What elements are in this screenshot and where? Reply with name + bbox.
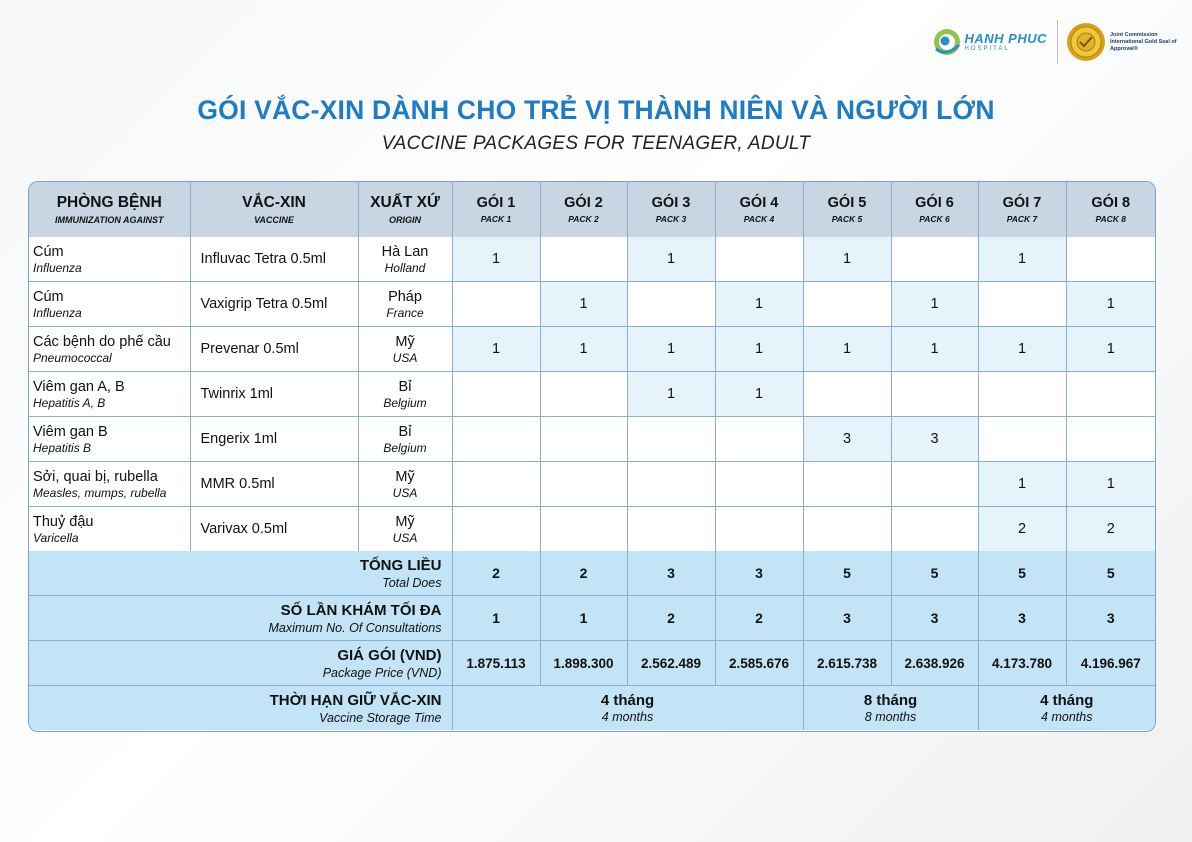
vaccine-row — [29, 507, 1155, 552]
storage-time-vi: 4 tháng — [1040, 692, 1094, 709]
total-doses-cell: 5 — [1066, 551, 1155, 596]
total-doses-cell: 3 — [627, 551, 715, 596]
dose-cell — [452, 417, 540, 462]
header-row — [29, 182, 1155, 237]
header-pack-6 — [891, 182, 978, 237]
dose-cell: 1 — [1066, 327, 1155, 372]
dose-cell — [540, 417, 627, 462]
dose-cell: 3 — [803, 417, 891, 462]
pack-label-en: PACK 7 — [1006, 214, 1038, 224]
disease-name-en: Influenza — [33, 305, 82, 320]
vaccine-name-cell: Influvac Tetra 0.5ml — [190, 237, 358, 282]
header-pack-8 — [1066, 182, 1155, 237]
dose-cell — [715, 462, 803, 507]
dose-cell: 1 — [452, 237, 540, 282]
origin-en: USA — [392, 485, 418, 500]
origin-en: USA — [392, 530, 418, 545]
vaccine-row — [29, 462, 1155, 507]
origin-cell — [358, 507, 452, 552]
header-vaccine-en: VACCINE — [254, 215, 294, 225]
page-title: GÓI VẮC-XIN DÀNH CHO TRẺ VỊ THÀNH NIÊN VÀ NGƯỜI LỚN — [197, 95, 995, 125]
dose-cell: 1 — [627, 372, 715, 417]
max-consultations-label-vi: SỐ LẦN KHÁM TỐI ĐA — [280, 601, 442, 619]
origin-vi: Mỹ — [395, 468, 415, 485]
origin-vi: Bỉ — [398, 378, 412, 395]
pack-label-en: PACK 1 — [480, 214, 512, 224]
origin-en: France — [386, 305, 424, 320]
disease-name-vi: Thuỷ đậu — [33, 513, 94, 530]
origin-cell — [358, 282, 452, 327]
disease-cell — [29, 282, 190, 327]
pack-label-en: PACK 3 — [655, 214, 687, 224]
dose-cell — [452, 372, 540, 417]
max-consultations-cell: 3 — [803, 596, 891, 641]
hospital-sub: HOSPITAL — [964, 46, 1010, 52]
disease-name-vi: Cúm — [33, 243, 64, 260]
total-doses-label-vi: TỔNG LIỀU — [359, 556, 442, 574]
dose-cell: 1 — [978, 462, 1066, 507]
dose-cell — [540, 462, 627, 507]
dose-cell — [803, 462, 891, 507]
hanh-phuc-logo — [932, 27, 1048, 57]
disease-name-en: Measles, mumps, rubella — [33, 485, 167, 500]
origin-vi: Bỉ — [398, 423, 412, 440]
max-consultations-label — [29, 596, 452, 641]
package-price-cell: 2.615.738 — [803, 641, 891, 686]
origin-en: Belgium — [383, 440, 427, 455]
origin-vi: Hà Lan — [381, 243, 429, 260]
dose-cell — [540, 372, 627, 417]
total-doses-cell: 2 — [452, 551, 540, 596]
total-doses-label — [29, 551, 452, 596]
max-consultations-cell: 1 — [540, 596, 627, 641]
dose-cell: 1 — [978, 237, 1066, 282]
header-vaccine — [190, 182, 358, 237]
storage-time-vi: 4 tháng — [600, 692, 655, 709]
origin-en: USA — [392, 350, 418, 365]
package-price-cell: 4.173.780 — [978, 641, 1066, 686]
vaccine-table-container — [28, 181, 1156, 732]
storage-time-group-3 — [978, 686, 1155, 731]
package-price-label-en: Package Price (VND) — [322, 665, 442, 680]
header-pack-7 — [978, 182, 1066, 237]
package-price-row — [29, 641, 1155, 686]
origin-cell — [358, 327, 452, 372]
dose-cell: 1 — [452, 327, 540, 372]
header-origin-en: ORIGIN — [388, 215, 421, 225]
header-pack-1 — [452, 182, 540, 237]
origin-cell — [358, 462, 452, 507]
dose-cell: 1 — [540, 282, 627, 327]
dose-cell: 1 — [1066, 462, 1155, 507]
disease-cell — [29, 327, 190, 372]
max-consultations-cell: 3 — [1066, 596, 1155, 641]
package-price-cell: 4.196.967 — [1066, 641, 1155, 686]
pack-label-vi: GÓI 6 — [915, 195, 954, 211]
page-subtitle: VACCINE PACKAGES FOR TEENAGER, ADULT — [381, 133, 811, 154]
dose-cell: 1 — [715, 372, 803, 417]
vaccine-name-cell: Twinrix 1ml — [190, 372, 358, 417]
dose-cell — [891, 237, 978, 282]
dose-cell: 3 — [891, 417, 978, 462]
dose-cell — [627, 507, 715, 552]
pack-label-en: PACK 5 — [831, 214, 863, 224]
disease-name-en: Varicella — [33, 530, 79, 545]
origin-vi: Pháp — [388, 288, 422, 305]
disease-name-en: Influenza — [33, 260, 82, 275]
dose-cell — [803, 372, 891, 417]
vaccine-row — [29, 282, 1155, 327]
disease-name-vi: Viêm gan A, B — [33, 378, 125, 395]
pack-label-vi: GÓI 3 — [651, 195, 691, 211]
dose-cell — [978, 372, 1066, 417]
max-consultations-cell: 2 — [715, 596, 803, 641]
package-price-cell: 2.638.926 — [891, 641, 978, 686]
max-consultations-cell: 2 — [627, 596, 715, 641]
dose-cell — [715, 417, 803, 462]
pack-label-en: PACK 2 — [568, 214, 599, 224]
pack-label-en: PACK 4 — [743, 214, 775, 224]
disease-cell — [29, 462, 190, 507]
disease-cell — [29, 372, 190, 417]
package-price-cell: 2.585.676 — [715, 641, 803, 686]
pack-label-vi: GÓI 4 — [739, 195, 779, 211]
header-pack-3 — [627, 182, 715, 237]
origin-cell — [358, 237, 452, 282]
vaccine-row — [29, 417, 1155, 462]
package-price-cell: 2.562.489 — [627, 641, 715, 686]
pack-label-vi: GÓI 1 — [476, 195, 516, 211]
dose-cell — [452, 282, 540, 327]
logo-area — [932, 18, 1181, 66]
dose-cell — [1066, 372, 1155, 417]
pack-label-en: PACK 6 — [919, 214, 950, 224]
dose-cell — [627, 417, 715, 462]
header-pack-4 — [715, 182, 803, 237]
origin-cell — [358, 372, 452, 417]
header-disease-vi: PHÒNG BỆNH — [56, 194, 162, 211]
storage-time-vi: 8 tháng — [863, 692, 918, 709]
origin-en: Holland — [384, 260, 426, 275]
header-disease — [29, 182, 190, 237]
max-consultations-cell: 3 — [891, 596, 978, 641]
dose-cell — [891, 462, 978, 507]
jci-seal-icon — [1066, 22, 1106, 62]
dose-cell: 1 — [891, 282, 978, 327]
vaccine-name-cell: Vaxigrip Tetra 0.5ml — [190, 282, 358, 327]
dose-cell: 2 — [978, 507, 1066, 552]
vaccine-row — [29, 372, 1155, 417]
dose-cell — [1066, 237, 1155, 282]
dose-cell — [627, 462, 715, 507]
jci-text: Joint Commission International Gold Seal of Approval® — [1110, 31, 1177, 52]
dose-cell: 1 — [715, 327, 803, 372]
header-vaccine-vi: VẮC-XIN — [242, 194, 306, 211]
disease-cell — [29, 417, 190, 462]
storage-time-label-vi: THỜI HẠN GIỮ VẮC-XIN — [269, 691, 442, 709]
disease-name-en: Hepatitis B — [33, 440, 92, 455]
dose-cell — [891, 507, 978, 552]
storage-time-en: 4 months — [1041, 710, 1093, 724]
package-price-cell: 1.898.300 — [540, 641, 627, 686]
dose-cell — [803, 507, 891, 552]
dose-cell — [891, 372, 978, 417]
total-doses-cell: 5 — [978, 551, 1066, 596]
origin-vi: Mỹ — [395, 333, 415, 350]
disease-name-vi: Viêm gan B — [33, 423, 108, 440]
dose-cell — [803, 282, 891, 327]
vaccine-packages-table — [29, 182, 1155, 730]
package-price-label-vi: GIÁ GÓI (VND) — [337, 646, 442, 664]
storage-time-label-en: Vaccine Storage Time — [319, 710, 442, 725]
package-price-cell: 1.875.113 — [452, 641, 540, 686]
total-doses-cell: 5 — [891, 551, 978, 596]
dose-cell — [715, 507, 803, 552]
max-consultations-row — [29, 596, 1155, 641]
dose-cell: 1 — [1066, 282, 1155, 327]
disease-cell — [29, 237, 190, 282]
vaccine-row — [29, 237, 1155, 282]
summary-rows — [29, 551, 1155, 730]
max-consultations-cell: 1 — [452, 596, 540, 641]
storage-time-en: 4 months — [601, 710, 654, 724]
dose-cell: 1 — [627, 327, 715, 372]
dose-cell: 1 — [803, 327, 891, 372]
max-consultations-cell: 3 — [978, 596, 1066, 641]
pack-label-en: PACK 8 — [1095, 214, 1127, 224]
logo-divider — [1057, 20, 1058, 64]
header-origin — [358, 182, 452, 237]
dose-cell: 1 — [891, 327, 978, 372]
disease-cell — [29, 507, 190, 552]
dose-cell: 1 — [978, 327, 1066, 372]
header-disease-en: IMMUNIZATION AGAINST — [55, 215, 164, 225]
package-price-label — [29, 641, 452, 686]
origin-en: Belgium — [383, 395, 427, 410]
header-pack-2 — [540, 182, 627, 237]
dose-cell — [715, 237, 803, 282]
disease-name-en: Pneumococcal — [33, 350, 112, 365]
vaccine-name-cell: Varivax 0.5ml — [190, 507, 358, 552]
disease-name-vi: Cúm — [33, 288, 64, 305]
hospital-name: HANH PHUC — [964, 31, 1047, 46]
dose-cell: 2 — [1066, 507, 1155, 552]
storage-time-row — [29, 686, 1155, 731]
disease-name-en: Hepatitis A, B — [33, 395, 106, 410]
dose-cell: 1 — [627, 237, 715, 282]
total-doses-cell: 3 — [715, 551, 803, 596]
dose-cell — [978, 282, 1066, 327]
total-doses-cell: 5 — [803, 551, 891, 596]
dose-cell — [452, 507, 540, 552]
dose-cell — [540, 507, 627, 552]
origin-vi: Mỹ — [395, 513, 415, 530]
origin-cell — [358, 417, 452, 462]
dose-cell: 1 — [715, 282, 803, 327]
header-origin-vi: XUẤT XỨ — [370, 194, 440, 211]
disease-name-vi: Sởi, quai bị, rubella — [33, 468, 158, 485]
pack-label-vi: GÓI 8 — [1091, 195, 1131, 211]
dose-cell — [627, 282, 715, 327]
vaccine-name-cell: Prevenar 0.5ml — [190, 327, 358, 372]
storage-time-label — [29, 686, 452, 731]
vaccine-rows — [29, 237, 1155, 551]
dose-cell — [540, 237, 627, 282]
storage-time-group-2 — [803, 686, 978, 731]
max-consultations-label-en: Maximum No. Of Consultations — [268, 620, 442, 635]
dose-cell: 1 — [540, 327, 627, 372]
vaccine-name-cell: MMR 0.5ml — [190, 462, 358, 507]
storage-time-en: 8 months — [864, 710, 917, 724]
total-doses-row — [29, 551, 1155, 596]
dose-cell — [1066, 417, 1155, 462]
disease-name-vi: Các bệnh do phế cầu — [33, 333, 171, 350]
vaccine-row — [29, 327, 1155, 372]
total-doses-label-en: Total Does — [382, 575, 442, 590]
pack-label-vi: GÓI 5 — [827, 195, 867, 211]
pack-label-vi: GÓI 7 — [1002, 195, 1042, 211]
pack-label-vi: GÓI 2 — [564, 195, 603, 211]
header-pack-5 — [803, 182, 891, 237]
storage-time-group-1 — [452, 686, 803, 731]
dose-cell: 1 — [803, 237, 891, 282]
vaccine-name-cell: Engerix 1ml — [190, 417, 358, 462]
dose-cell — [452, 462, 540, 507]
hanh-phuc-emblem-icon — [932, 27, 962, 57]
total-doses-cell: 2 — [540, 551, 627, 596]
dose-cell — [978, 417, 1066, 462]
